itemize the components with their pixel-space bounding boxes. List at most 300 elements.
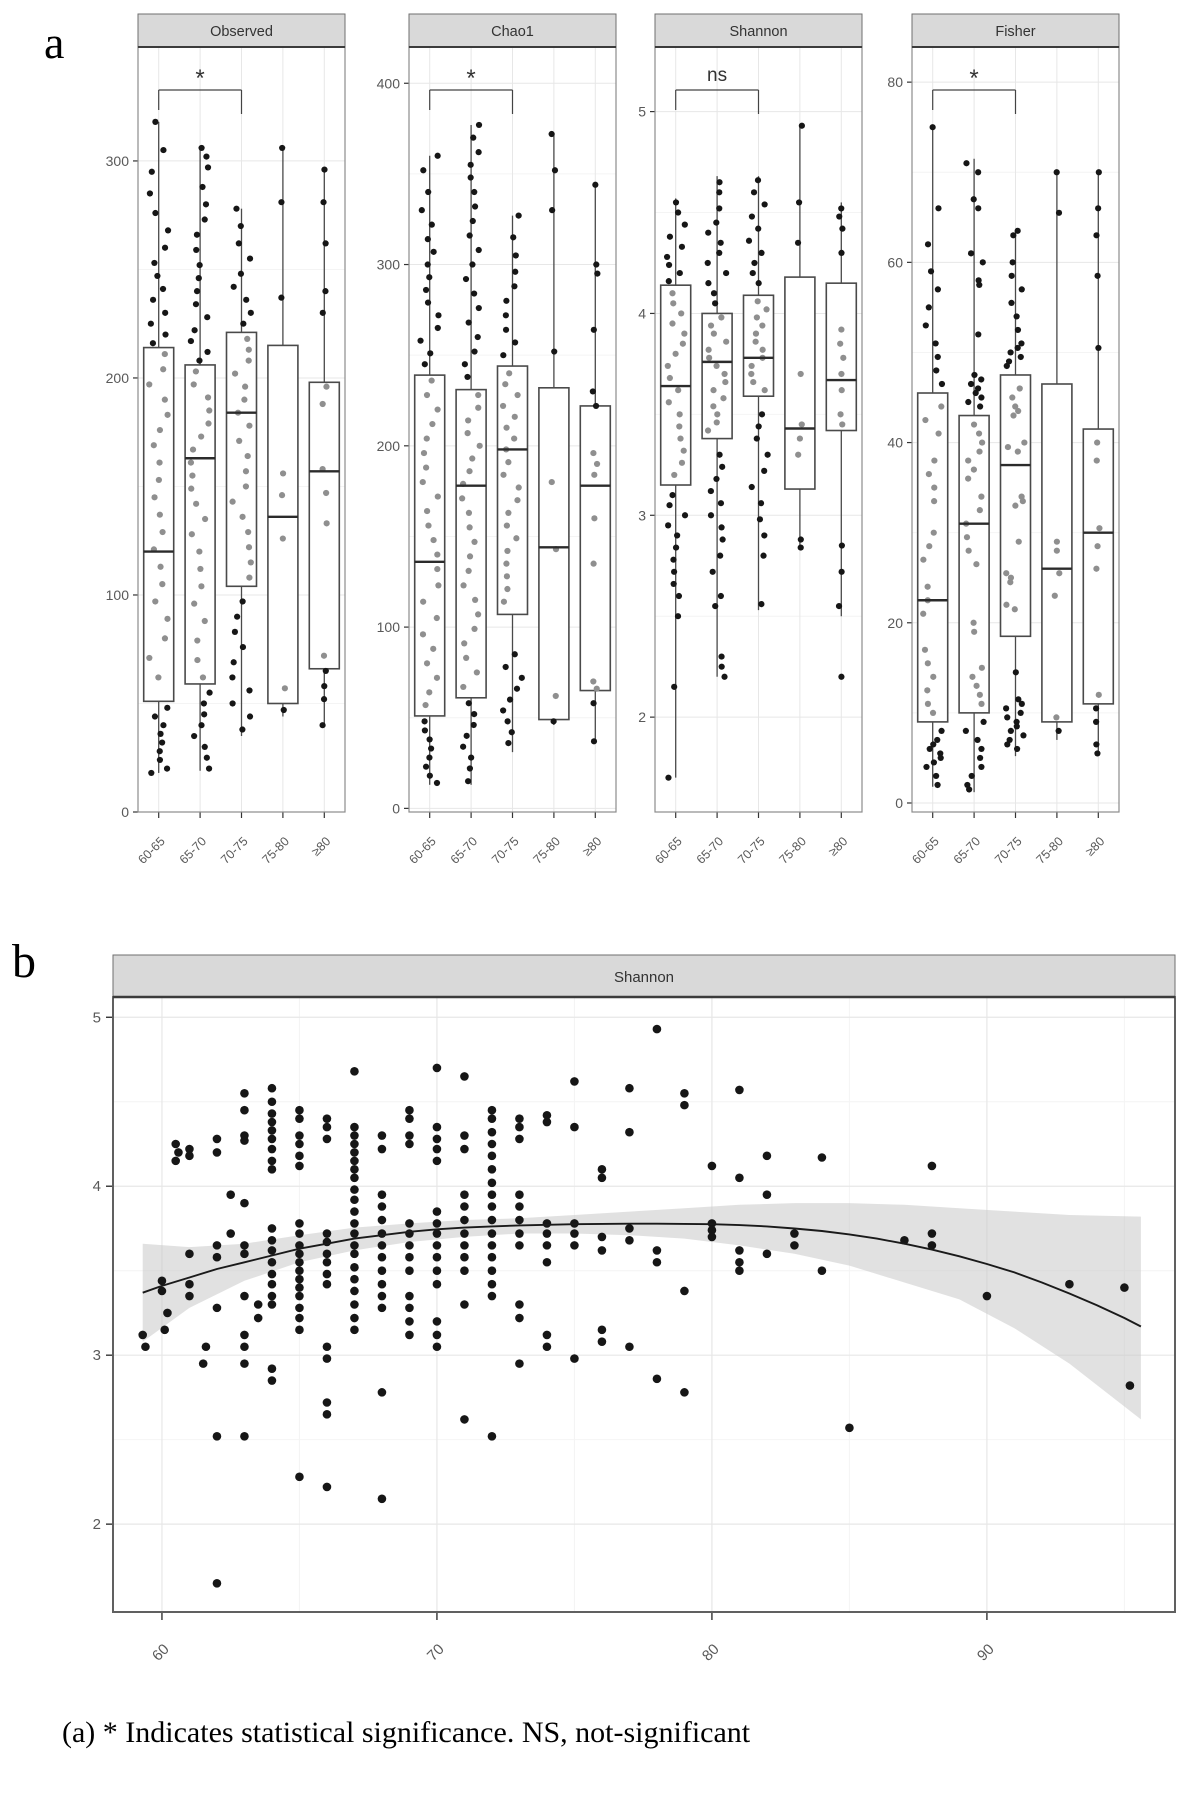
jitter-point <box>1052 593 1058 599</box>
jitter-point <box>723 339 729 345</box>
facet-title: Shannon <box>613 969 675 986</box>
jitter-point <box>751 189 757 195</box>
jitter-point <box>502 381 508 387</box>
jitter-point <box>712 603 718 609</box>
jitter-point <box>1014 746 1020 752</box>
jitter-point <box>157 427 163 433</box>
scatter-point <box>433 1207 442 1216</box>
jitter-point <box>476 247 482 253</box>
jitter-point <box>420 479 426 485</box>
jitter-point <box>669 320 675 326</box>
scatter-point <box>268 1270 277 1279</box>
jitter-point <box>278 295 284 301</box>
jitter-point <box>434 780 440 786</box>
jitter-point <box>796 199 802 205</box>
jitter-point <box>476 122 482 128</box>
jitter-point <box>500 403 506 409</box>
scatter-point <box>323 1123 332 1132</box>
jitter-point <box>513 252 519 258</box>
jitter-point <box>763 306 769 312</box>
jitter-point <box>1010 259 1016 265</box>
x-category-label: 65-70 <box>447 834 481 867</box>
jitter-point <box>716 250 722 256</box>
x-category-label: 65-70 <box>693 834 727 867</box>
scatter-point <box>295 1258 304 1267</box>
jitter-point <box>205 394 211 400</box>
scatter-point <box>295 1114 304 1123</box>
jitter-point <box>590 388 596 394</box>
jitter-point <box>501 599 507 605</box>
jitter-point <box>965 476 971 482</box>
jitter-point <box>465 417 471 423</box>
scatter-point <box>350 1326 359 1335</box>
jitter-point <box>243 483 249 489</box>
jitter-point <box>718 240 724 246</box>
scatter-point <box>213 1241 222 1250</box>
jitter-point <box>1021 439 1027 445</box>
jitter-point <box>1005 444 1011 450</box>
jitter-point <box>716 189 722 195</box>
scatter-point <box>570 1354 579 1363</box>
scatter-point <box>488 1253 497 1262</box>
jitter-point <box>157 748 163 754</box>
jitter-point <box>323 240 329 246</box>
scatter-point <box>268 1292 277 1301</box>
scatter-point <box>653 1258 662 1267</box>
jitter-point <box>1093 705 1099 711</box>
scatter-point <box>460 1241 469 1250</box>
jitter-point <box>675 387 681 393</box>
scatter-point <box>378 1202 387 1211</box>
jitter-point <box>922 417 928 423</box>
scatter-point <box>433 1342 442 1351</box>
jitter-point <box>431 249 437 255</box>
jitter-point <box>549 207 555 213</box>
jitter-point <box>1003 705 1009 711</box>
jitter-point <box>503 298 509 304</box>
jitter-point <box>243 297 249 303</box>
scatter-point <box>433 1280 442 1289</box>
jitter-point <box>1007 349 1013 355</box>
scatter-point <box>268 1165 277 1174</box>
scatter-point <box>185 1280 194 1289</box>
jitter-point <box>324 520 330 526</box>
jitter-point <box>594 461 600 467</box>
jitter-point <box>938 755 944 761</box>
scatter-point <box>350 1067 359 1076</box>
jitter-point <box>201 700 207 706</box>
scatter-point <box>460 1202 469 1211</box>
jitter-point <box>323 384 329 390</box>
scatter-point <box>488 1280 497 1289</box>
jitter-point <box>838 674 844 680</box>
scatter-point <box>570 1077 579 1086</box>
scatter-point <box>488 1140 497 1149</box>
jitter-point <box>679 244 685 250</box>
x-tick-label: 90 <box>973 1640 998 1665</box>
jitter-point <box>968 381 974 387</box>
jitter-point <box>239 514 245 520</box>
scatter-point <box>460 1190 469 1199</box>
jitter-point <box>435 325 441 331</box>
jitter-point <box>762 201 768 207</box>
jitter-point <box>978 494 984 500</box>
jitter-point <box>926 543 932 549</box>
scatter-point <box>818 1266 827 1275</box>
jitter-point <box>1004 363 1010 369</box>
jitter-point <box>500 472 506 478</box>
scatter-point <box>735 1246 744 1255</box>
scatter-point <box>488 1114 497 1123</box>
jitter-point <box>467 232 473 238</box>
jitter-point <box>682 512 688 518</box>
jitter-point <box>1056 570 1062 576</box>
jitter-point <box>666 399 672 405</box>
jitter-point <box>1017 385 1023 391</box>
jitter-point <box>975 331 981 337</box>
jitter-point <box>977 403 983 409</box>
jitter-point <box>475 405 481 411</box>
jitter-point <box>708 488 714 494</box>
scatter-point <box>460 1131 469 1140</box>
jitter-point <box>426 274 432 280</box>
scatter-point <box>323 1114 332 1123</box>
jitter-point <box>247 713 253 719</box>
jitter-point <box>470 218 476 224</box>
jitter-point <box>664 254 670 260</box>
x-category-label: 60-65 <box>909 834 942 867</box>
jitter-point <box>722 379 728 385</box>
jitter-point <box>162 331 168 337</box>
jitter-point <box>468 755 474 761</box>
jitter-point <box>160 147 166 153</box>
jitter-point <box>466 700 472 706</box>
scatter-point <box>405 1114 414 1123</box>
jitter-point <box>463 276 469 282</box>
jitter-point <box>425 236 431 242</box>
scatter-point <box>240 1136 249 1145</box>
jitter-point <box>711 331 717 337</box>
jitter-point <box>471 290 477 296</box>
scatter-point <box>295 1275 304 1284</box>
svg-text:100: 100 <box>105 586 129 603</box>
jitter-point <box>714 411 720 417</box>
scatter-point <box>378 1253 387 1262</box>
significance-label: * <box>195 65 205 92</box>
jitter-point <box>476 149 482 155</box>
jitter-point <box>229 700 235 706</box>
svg-text:40: 40 <box>887 434 903 451</box>
jitter-point <box>504 522 510 528</box>
scatter-point <box>254 1314 263 1323</box>
jitter-point <box>421 450 427 456</box>
scatter-point <box>295 1473 304 1482</box>
jitter-point <box>976 430 982 436</box>
svg-text:300: 300 <box>105 152 129 169</box>
jitter-point <box>938 728 944 734</box>
jitter-point <box>1008 300 1014 306</box>
jitter-point <box>320 401 326 407</box>
scatter-point <box>378 1388 387 1397</box>
scatter-point <box>433 1229 442 1238</box>
scatter-point <box>350 1229 359 1238</box>
jitter-point <box>719 464 725 470</box>
scatter-point <box>350 1241 359 1250</box>
scatter-point <box>543 1219 552 1228</box>
jitter-point <box>194 657 200 663</box>
scatter-point <box>625 1224 634 1233</box>
jitter-point <box>279 145 285 151</box>
scatter-point <box>433 1157 442 1166</box>
scatter-point <box>460 1145 469 1154</box>
jitter-point <box>1095 345 1101 351</box>
jitter-point <box>965 399 971 405</box>
jitter-point <box>471 539 477 545</box>
scatter-point <box>268 1280 277 1289</box>
scatter-point <box>543 1342 552 1351</box>
scatter-point <box>268 1084 277 1093</box>
svg-text:4: 4 <box>638 305 646 322</box>
panel-b-scatter <box>93 955 1175 1665</box>
jitter-point <box>469 455 475 461</box>
jitter-point <box>1016 539 1022 545</box>
jitter-point <box>245 529 251 535</box>
facet-chao1 <box>377 14 616 867</box>
jitter-point <box>157 564 163 570</box>
jitter-point <box>162 397 168 403</box>
scatter-point <box>199 1359 208 1368</box>
scatter-point <box>295 1292 304 1301</box>
jitter-point <box>667 375 673 381</box>
scatter-point <box>983 1292 992 1301</box>
scatter-point <box>323 1135 332 1144</box>
scatter-point <box>141 1342 150 1351</box>
jitter-point <box>188 459 194 465</box>
jitter-point <box>590 700 596 706</box>
svg-text:4: 4 <box>92 1178 101 1196</box>
jitter-point <box>765 452 771 458</box>
scatter-point <box>1126 1381 1135 1390</box>
scatter-point <box>323 1270 332 1279</box>
jitter-point <box>676 593 682 599</box>
scatter-point <box>240 1342 249 1351</box>
jitter-point <box>591 515 597 521</box>
jitter-point <box>759 411 765 417</box>
jitter-point <box>152 119 158 125</box>
jitter-point <box>718 524 724 530</box>
jitter-point <box>1004 741 1010 747</box>
scatter-point <box>488 1266 497 1275</box>
scatter-point <box>350 1148 359 1157</box>
jitter-point <box>1012 606 1018 612</box>
scatter-point <box>378 1241 387 1250</box>
jitter-point <box>1015 327 1021 333</box>
jitter-point <box>204 755 210 761</box>
scatter-point <box>378 1216 387 1225</box>
scatter-point <box>350 1287 359 1296</box>
jitter-point <box>551 348 557 354</box>
jitter-point <box>963 728 969 734</box>
jitter-point <box>511 435 517 441</box>
jitter-point <box>758 500 764 506</box>
jitter-point <box>750 270 756 276</box>
jitter-point <box>971 196 977 202</box>
scatter-point <box>488 1128 497 1137</box>
jitter-point <box>425 522 431 528</box>
scatter-point <box>350 1140 359 1149</box>
jitter-point <box>425 261 431 267</box>
jitter-point <box>510 234 516 240</box>
scatter-point <box>240 1292 249 1301</box>
jitter-point <box>148 770 154 776</box>
jitter-point <box>590 450 596 456</box>
jitter-point <box>467 553 473 559</box>
jitter-point <box>322 288 328 294</box>
jitter-point <box>159 739 165 745</box>
jitter-point <box>1003 570 1009 576</box>
jitter-point <box>591 327 597 333</box>
jitter-point <box>797 435 803 441</box>
jitter-point <box>938 403 944 409</box>
jitter-point <box>979 665 985 671</box>
jitter-point <box>200 674 206 680</box>
jitter-point <box>1094 457 1100 463</box>
jitter-point <box>152 713 158 719</box>
jitter-point <box>422 727 428 733</box>
jitter-point <box>931 485 937 491</box>
scatter-point <box>405 1253 414 1262</box>
jitter-point <box>670 557 676 563</box>
jitter-point <box>503 561 509 567</box>
jitter-point <box>665 363 671 369</box>
jitter-point <box>429 222 435 228</box>
jitter-point <box>675 209 681 215</box>
jitter-point <box>837 411 843 417</box>
scatter-point <box>295 1106 304 1115</box>
jitter-point <box>500 352 506 358</box>
jitter-point <box>512 339 518 345</box>
scatter-point <box>350 1131 359 1140</box>
jitter-point <box>723 270 729 276</box>
jitter-point <box>711 290 717 296</box>
jitter-point <box>506 370 512 376</box>
scatter-point <box>405 1304 414 1313</box>
scatter-point <box>254 1300 263 1309</box>
jitter-point <box>799 421 805 427</box>
scatter-point <box>460 1266 469 1275</box>
x-category-label: 60-65 <box>135 834 168 867</box>
jitter-point <box>716 205 722 211</box>
jitter-point <box>1094 273 1100 279</box>
jitter-point <box>193 501 199 507</box>
x-category-label: 70-75 <box>992 834 1025 867</box>
jitter-point <box>594 686 600 692</box>
scatter-point <box>433 1317 442 1326</box>
jitter-point <box>1018 710 1024 716</box>
jitter-point <box>188 486 194 492</box>
jitter-point <box>1056 728 1062 734</box>
jitter-point <box>160 366 166 372</box>
scatter-point <box>240 1359 249 1368</box>
scatter-point <box>323 1229 332 1238</box>
scatter-point <box>350 1157 359 1166</box>
jitter-point <box>754 314 760 320</box>
jitter-point <box>750 379 756 385</box>
scatter-point <box>708 1162 717 1171</box>
scatter-point <box>378 1145 387 1154</box>
jitter-point <box>925 584 931 590</box>
scatter-point <box>405 1266 414 1275</box>
jitter-point <box>925 660 931 666</box>
jitter-point <box>504 573 510 579</box>
jitter-point <box>472 597 478 603</box>
x-category-label: 70-75 <box>489 834 522 867</box>
jitter-point <box>475 392 481 398</box>
significance-label: * <box>466 65 476 92</box>
jitter-point <box>1054 169 1060 175</box>
jitter-point <box>505 459 511 465</box>
x-category-label: ≥80 <box>308 834 334 859</box>
scatter-point <box>350 1275 359 1284</box>
x-category-label: 65-70 <box>950 834 984 867</box>
jitter-point <box>1013 669 1019 675</box>
jitter-point <box>1095 205 1101 211</box>
jitter-point <box>248 559 254 565</box>
jitter-point <box>755 298 761 304</box>
scatter-point <box>158 1277 167 1286</box>
jitter-point <box>242 384 248 390</box>
jitter-point <box>978 764 984 770</box>
jitter-point <box>423 764 429 770</box>
scatter-point <box>625 1128 634 1137</box>
jitter-point <box>1054 548 1060 554</box>
jitter-point <box>246 423 252 429</box>
jitter-point <box>205 164 211 170</box>
jitter-point <box>551 718 557 724</box>
jitter-point <box>236 240 242 246</box>
jitter-point <box>150 340 156 346</box>
jitter-point <box>430 537 436 543</box>
jitter-point <box>591 472 597 478</box>
jitter-point <box>1014 723 1020 729</box>
scatter-point <box>928 1162 937 1171</box>
jitter-point <box>718 593 724 599</box>
jitter-point <box>719 664 725 670</box>
jitter-point <box>519 675 525 681</box>
scatter-point <box>268 1135 277 1144</box>
jitter-point <box>679 460 685 466</box>
jitter-point <box>964 534 970 540</box>
scatter-point <box>323 1250 332 1259</box>
scatter-point <box>378 1190 387 1199</box>
x-category-label: ≥80 <box>825 834 851 859</box>
scatter-point <box>598 1326 607 1335</box>
jitter-point <box>164 705 170 711</box>
facet-shannon <box>638 14 862 867</box>
scatter-point <box>598 1337 607 1346</box>
jitter-point <box>503 425 509 431</box>
facet-title: Observed <box>210 24 273 40</box>
jitter-point <box>320 310 326 316</box>
facet-title: Fisher <box>995 24 1036 40</box>
x-category-label: 70-75 <box>218 834 251 867</box>
jitter-point <box>1094 750 1100 756</box>
jitter-point <box>193 247 199 253</box>
jitter-point <box>435 406 441 412</box>
jitter-point <box>924 687 930 693</box>
scatter-point <box>171 1140 180 1149</box>
jitter-point <box>927 746 933 752</box>
